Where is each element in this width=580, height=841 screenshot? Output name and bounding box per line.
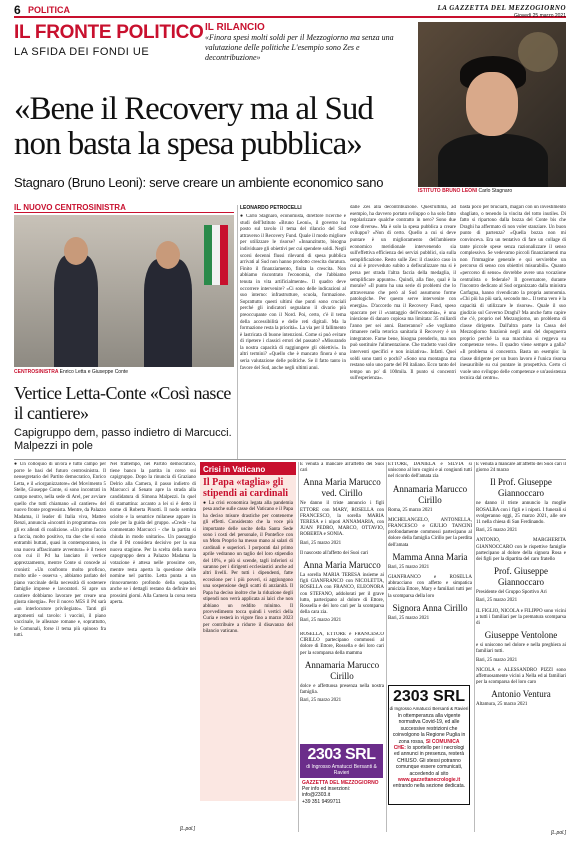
interview-col-2: dalle Zes alla decontribuzione. Quest'ultima, ad esempio, ha davvero portato sviluppo o ha solo fatto regolarizzare qualche contratto in nero? Sono due cose diverse». Ma è solo la spesa pubblica a creare sviluppo? «Non di certo. Quello a cui si deve puntare è un miglioramento dell'ambiente economico meridionale intervenendo sia sull'effettiva efficienza dei servizi pubblici, sia sulla semplificazione. Resto sulle Zes: il classico caso in cui ai è provveduto subito a defiscalizzare ma si è persa per strada l'altra faccia della medaglia, il semplificare appunto». Quindi, alla fine, qual è la morale? «Il punto ha una serie di problemi che lo attraversano che però al Sud assumono forme patologiche. Per questo serve intervenire con energia». D'accordo ma il Recovery Fund, speso spaccato per il «vantaggio dell'economia», è una iniezione di danaro copiosa ma limitata: 35 miliardi l'anno per sei anni. Basteranno? «Se vogliamo rimanere nella retorica sanitaria il Recovery è un integratore. Farne bene, bisogna prenderlo, ma non può sostituire l'alimentazione. Che tradotto vuol dire interventi specifici e non iniziativa». Infatti. Quei soldi sono tanti o pochi? «Sono una montagna ma restano solo uno parte del Pil italiano. Ecco tanto del tempo un po' di 100mila. Il punto si concentri sull'esperienza».	[350, 205, 456, 382]
ad-right-logo: 2303 SRL di Ingrosso Amatucci Bersanti & Ravieri	[389, 688, 469, 711]
necrologi-col-2: ETTORE, DANIELA e SILVIA si uniscono al loro cugini e ai congiunti tutti nel ricordo dell'amata zia Annamaria Marucco Cirillo Roma, 25 marzo 2021 MICHELANGELO, ANTONELLA, FRANCESCO e GIULIO TANCINI profondamente commossi partecipano al dolore della famiglia Cirillo per la perdita dell'amata Mamma Anna Maria Bari, 25 marzo 2021 GIANFRANCO e ROSELLA abbracciano con affetto e simpatica amicizia Ettore, Mary e familiari tutti per la scomparsa della loro Signora Anna Cirillo Bari, 25 marzo 2021	[388, 462, 472, 621]
interview-byline: LEONARDO PETROCELLI	[240, 205, 302, 211]
main-headline: «Bene il Recovery ma al Sud non basta la spesa pubblica»	[14, 91, 373, 162]
vaticano-kicker: Crisi in Vaticano	[200, 464, 296, 475]
necro-name: Signora Anna Cirillo	[392, 602, 468, 613]
ad-left-email: info@2303.it	[302, 792, 331, 799]
portrait-caption: ISTITUTO BRUNO LEONI Carlo Stagnaro	[418, 188, 513, 194]
politics-photo-caption: CENTROSINISTRA Enrico Letta e Giuseppe Conte	[14, 369, 129, 375]
ad-right-url: www.gazzettanecrologie.it	[397, 777, 461, 784]
politics-photo	[14, 215, 234, 367]
necro-name: Anna Maria Marucco	[303, 560, 381, 571]
interview-col-1: ● Carlo Stagnaro, economista, direttore ricerche e studi dell'Istituto «Bruno Leoni», il governo ha posto sul tavolo il tema del rilancio del Sud attraverso il Recovery Fund. Quale il modo migliore per utilizzare le risorse? «Innanzitutto, bisogna individuare gli obiettivi per cui spendere soldi. Negli scorsi decenni flussi rilevanti di spesa pubblica arrivati al Sud non hanno prodotto crescita duratura. Finito il finanziamento, finita la crescita. Non abbiamo riscontrato l'economia, che l'abbiamo tenuta in vita artificialmente». Il quadro deve occorrere intervenire? «Ci sono delle indicazioni al suo interno: infrastrutture, scuola, formazione. Soprattutto questi ultimi due punti sono cruciali perché gli indicatori segnalano il divario più preoccupante con il Nord. Poi, certo, c'è il tema della accessibilità e delle reti digitali. Ma la formazione resta la priorità». La via per il fallimento è lastricata di buone intenzioni. Come si può evitare di ripetere i classici errori del passato? «Misurando la nostra capacità di raggiungere gli obiettivi». In altri termini? «Quello che è mancato finora è una seria valutazione delle politiche. Se il fatto tanto in favore del Sud, anche negli ultimi anni.	[240, 214, 346, 371]
main-subhead: Stagnaro (Bruno Leoni): serve creare un ambiente economico sano	[14, 175, 384, 190]
ad-left-logo: 2303 SRL di Ingrosso Amatucci Bersanti & Ravieri	[300, 744, 383, 778]
rilancio-box	[205, 22, 415, 63]
ad-left: 2303 SRL di Ingrosso Amatucci Bersanti & Ravieri GAZZETTA DEL MEZZOGIORNO Per info ed inserzioni: info@2303.it +39 351 9499711	[300, 744, 383, 807]
necro-name: Annamaria Marucco Cirillo	[392, 483, 468, 505]
necro-name: Antonio Ventura	[491, 689, 551, 700]
necrologi-col-3: È venuta a mancare all'affetto dei Suoi cari il giorno 24 marzo Il Prof. Giuseppe Giannoccaro ne danno il triste annuncio la moglie ROSALBA con i figli e i nipoti. I funerali si svolgeranno oggi, 25 marzo 2021, alle ore 11 nella chiesa di San Ferdinando. Bari, 25 marzo 2021 ANTONIO, MARGHERITA GIANNOCCARO con le rispettive famiglie partecipano al dolore della signora Rosa e dei figli per la dipartita del caro fratello Prof. Giuseppe Giannoccaro Presidente del Gruppo Sportivo Ari Bari, 25 marzo 2021 IL FIGLIO, NICOLA e FILIPPO sono vicini a tutti i familiari per la prematura scomparsa di Giuseppe Ventolone e si uniscono nel dolore e nella preghiera ai familiari tutti. Bari, 25 marzo 2021 NICOLA e ALESSANDRO PIZZI sono affettuosamente vicini a Nella ed ai familiari per la scomparsa del loro caro Antonio Ventura Altamura, 25 marzo 2021	[476, 462, 566, 708]
necro-name: Il Prof. Giuseppe Giannoccaro	[490, 477, 552, 499]
politics-signature: [L.pol.]	[180, 826, 196, 832]
section-kicker: IL FRONTE POLITICO	[14, 22, 204, 43]
ad-right: 2303 SRL di Ingrosso Amatucci Bersanti & Ravieri In ottemperanza alla vigente normativa Covid-19, ed alle successive restrizioni che coinvolgono la Regione Puglia in zona rossa, SI COMUNICA CHE: lo sportello per i necrologi ed annunci in presenza, resterà CHIUSO. Gli stessi potranno comunque essere comunicati, accedendo al sito www.gazzettanecrologie.it entrando nella sezione dedicata.	[388, 685, 470, 805]
portrait-photo	[418, 22, 566, 187]
section-subkicker: LA SFIDA DEI FONDI UE	[14, 46, 150, 58]
necrologi-col-1: È venuta a mancare all'affetto dei Suoi cari Anna Maria Marucco ved. Cirillo Ne danno il triste annuncio i figli ETTORE con MARY, ROSELLA con FRANCESCO, la sorella MARIA TERESA e i nipoti ANNAMARIA, con JUAN PEDRO, MARCO, OTTAVIO, ROBERTA e SONIA. Bari, 25 marzo 2021 Il nascosto all'affetto dei Suoi cari Anna Maria Marucco La sorella MARIA TERESA insieme ai figli GIANFRANCO con NICOLETTA, ROSELLA con FRANCO, ELEONORA con STEFANO, addolorati per il grave lutto, partecipano al dolore di Ettore, Rossella e dei loro cari per la scomparsa della cara zia. Bari, 25 marzo 2021	[300, 462, 384, 624]
page-number: 6	[14, 3, 21, 17]
issue-date: Giovedì 25 marzo 2021	[514, 13, 566, 19]
politics-section-bar: IL NUOVO CENTROSINISTRA	[14, 203, 234, 213]
vaticano-text: ● La crisi economica legata alla pandemia pesa anche sulle casse del Vaticano e il Papa ha deciso misure drastiche per contenerne gli effetti. Considerato che la voce più importante delle uscite della Santa Sede sono i costi del personale, il Pontefice con un Motu Proprio ha messo mano ai salari di cardinali e superiori. I porporati dal primo aprile vedranno un taglio del loro stipendio del 10%, e più si scende, tagli inferiori si saranno per i dirigenti ecclesiastici anche ad altri livelli. Per tutti i dipendenti, fatte eccezione per i più poveri, si aggiungono una sospensione degli scatti di anzianità. Il Papa ha deciso inoltre che la riduzione degli stipendi non verrà applicata ai laici che non abbiano un reddito minimo. Il provvedimento tocca quindi i vertici della Curia e resterà in vigore fino a marzo 2023 per contribuire a ridurre il disavanzo del bilancio vaticano.	[203, 501, 293, 635]
necro-name: Annamaria Marucco Cirillo	[304, 659, 380, 681]
necro-name: Mamma Anna Maria	[392, 551, 468, 562]
vaticano-box	[200, 462, 296, 801]
page-footer: [L.pol.]	[550, 830, 566, 836]
interview-col-3: basta poco per bruciarli, magari con un investimento sbagliato, o tenendo la vincita del totto inutiles. Di fatto si ripartono dalla bozza del Conte bis che Draghi ha affermato di non voler stanziare. Un buon punto di partenza? «Quella bozza non mi convinceva. Era un tentativo di fare un collage di tante piccole spese senza razionalizzare il senso complessivo. Se vedevamo piccoli finanziamenti ma non l'immagine generale e qui servirebbe un percorso di senso con obiettivi misurabili». Quanto «percorso di senso» dovrebbe avere una vocazione centralista o federale? Il governatore, durante l'incontro dedicato al Sud organizzato dalla ministra Carfagna, hanno rivendicato la propria autonomia. «Chi più ha più sarà, secondo me... Il tema vero è la capacità di utilizzare le risorse». Quale il suo giudizio sul Governo Draghi? Ma anche fatto capire che c'è, proprio nel Mezzogiorno, un problema di classe dirigente. Dall'altra parte la Cassa del Mezzogiorno funzionò negli anni del dopoguerra proprio perché la sua macchina si reggeva su competenze vere». Il quadro viene sempre a galla? «Il problema si concentra. Basta un esempio: la classe dirigente per un buon lavoro è l'unica risorsa inesauribile su cui puntare in prospettiva. Certo ci vuole uno sviluppo delle competenze e un'assistenza tecnica dal centro».	[460, 205, 566, 382]
necrologi-col-1b: ROSELLA, ETTORE e FRANCESCO CIRILLO partecipano commossi al dolore di Ettore, Rossella e dei loro cari per la scomparsa della mamma Annamaria Marucco Cirillo dolce e affettuosa presenza nella nostra famiglia. Bari, 25 marzo 2021	[300, 632, 384, 704]
necro-name: Anna Maria Marucco ved. Cirillo	[303, 477, 381, 499]
politics-col-2: Nel frattempo, nel Partito democratico, tiene banco la partita in corso sui capigruppo. Dopo la rinuncia di Graziano Delrio alla Camera, il passo indietro di Marcucci al Senato apre la strada alla candidatura di Simona Malpezzi. In quel di stamattina: accanto a lei si è detto il nome di Roberta Pinotti. Il nodo sembra sciolto e la senatrice milanese appare in pole per la guida del gruppo. «Credo - ha commentato Marcucci - che la partita si chiuda in modo unitario». Un passaggio che il Pd considera decisivo per la sua nuova stagione. Per la scelta della nuova capogruppo dem a Palazzo Madama la votazione è attesa nelle prossime ore, mentre resta aperta la questione delle nomine nel partito. Letta punta a un rinnovamento profondo della squadra, anche se i dettagli restano da definire nei prossimi giorni. Alla Camera la corsa resta aperta.	[110, 462, 196, 606]
page-header	[14, 3, 566, 18]
masthead: LA GAZZETTA DEL MEZZOGIORNO	[437, 4, 566, 12]
vaticano-title: Il Papa «taglia» gli stipendi ai cardinali	[203, 477, 289, 499]
politics-col-1: ● Un colloquio di un'ora e tutto campo per porre le basi del futuro centrosinistra. Il neosegretario del Partito democratico, Enrico Letta, e il «riorganizzatore» del Movimento 5 Stelle, Giuseppe Conte, si sono incontrati in campo neutro, nella sede di Arel, per avviare quello che tutti chiamano «il cantiere» del nuovo fronte progressista. Mentre, da Palazzo Madama, il leader di Italia viva, Matteo Renzi, annuncia «incontri in programma» con gli ex alleati di coalizione. «Un primo faccia a faccia, molto positivo, tra due che si sono entrambi buttati, quasi in contemporanea, in una nuova affascinante avventura» è il tweet con cui il Pd ha lanciato il vertice apprezzamento, mentre Conte si concede ai cronisti: «Un confronto molto proficuo, molto utile - osserva -, abbiamo parlato del piano vaccinale della necessità di sostenere famiglie imprese e lavoratori. Si apre un cantiere dobbiamo lavorare per creare una giusta sinergia». Per il nuovo M5S il Pd sarà «un interlocutore privilegiato». Tanti gli argomenti sul tavolo: i vaccini, il piano vaccinale, le alleanze romane e, soprattutto, le Comunali, forse il tema più spinoso fra tutti.	[14, 462, 106, 639]
ad-left-phone: +39 351 9499711	[302, 798, 341, 805]
politics-subhead: Capigruppo dem, passo indietro di Marcucci. Malpezzi in pole	[14, 427, 232, 452]
necro-name: Prof. Giuseppe Giannoccaro	[494, 566, 548, 588]
rilancio-title: IL RILANCIO	[205, 22, 265, 33]
rilancio-text: «Finora spesi molti soldi per il Mezzogiorno ma senza una valutazione delle politiche L'esempio sono Zes e decontribuzione»	[205, 33, 394, 62]
necro-name: Giuseppe Ventolone	[484, 630, 558, 641]
politics-headline: Vertice Letta-Conte «Così nasce il cantiere»	[14, 383, 231, 423]
section-label: POLITICA	[28, 5, 70, 15]
ad-left-paper: GAZZETTA DEL MEZZOGIORNO	[302, 780, 379, 786]
